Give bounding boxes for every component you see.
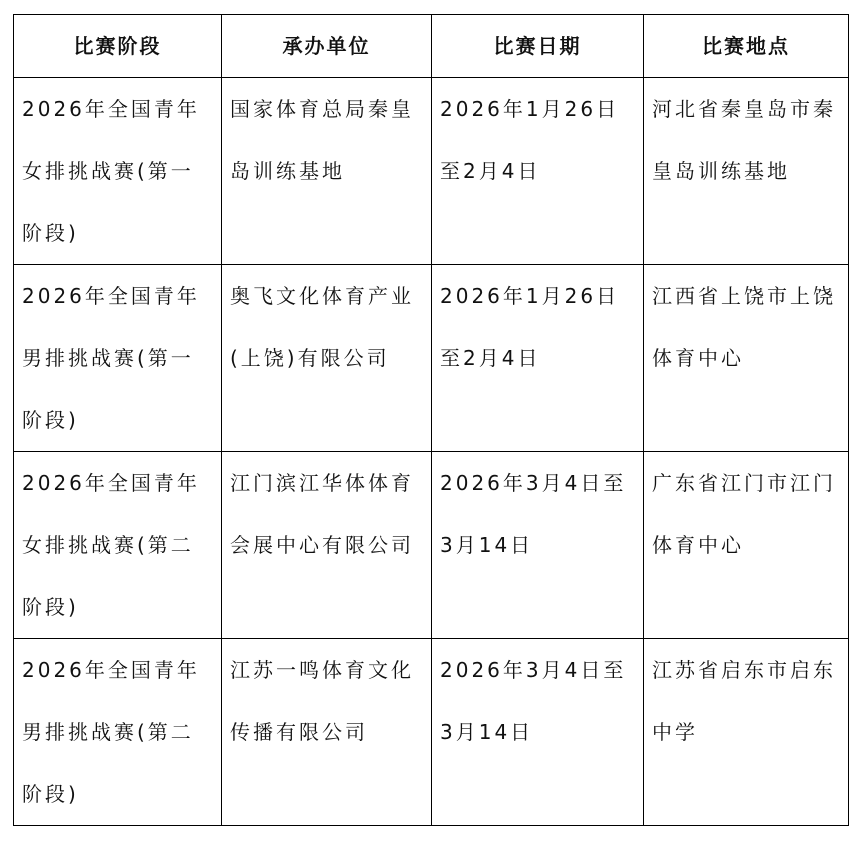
header-host: 承办单位 bbox=[222, 15, 432, 78]
cell-host bbox=[222, 639, 432, 826]
stage-text: 2026年全国青年男排挑战赛(第二阶段) bbox=[22, 658, 200, 806]
host-text: 江苏一鸣体育文化传播有限公司 bbox=[230, 658, 414, 744]
cell-host bbox=[222, 265, 432, 452]
cell-date bbox=[432, 639, 644, 826]
host-text: 江门滨江华体体育会展中心有限公司 bbox=[230, 471, 414, 557]
venue-text: 河北省秦皇岛市秦皇岛训练基地 bbox=[652, 97, 836, 183]
cell-venue bbox=[644, 265, 849, 452]
cell-host bbox=[222, 452, 432, 639]
date-text: 2026年3月4日至3月14日 bbox=[440, 658, 627, 744]
cell-stage bbox=[14, 452, 222, 639]
date-text: 2026年3月4日至3月14日 bbox=[440, 471, 627, 557]
header-stage: 比赛阶段 bbox=[14, 15, 222, 78]
cell-venue bbox=[644, 78, 849, 265]
cell-stage bbox=[14, 78, 222, 265]
cell-stage bbox=[14, 265, 222, 452]
cell-date bbox=[432, 452, 644, 639]
table-row bbox=[14, 78, 849, 265]
date-text: 2026年1月26日至2月4日 bbox=[440, 97, 620, 183]
header-venue: 比赛地点 bbox=[644, 15, 849, 78]
cell-date bbox=[432, 78, 644, 265]
cell-host bbox=[222, 78, 432, 265]
header-date: 比赛日期 bbox=[432, 15, 644, 78]
table-row bbox=[14, 639, 849, 826]
table-header-row bbox=[14, 15, 849, 78]
date-text: 2026年1月26日至2月4日 bbox=[440, 284, 620, 370]
table-row bbox=[14, 452, 849, 639]
cell-stage bbox=[14, 639, 222, 826]
venue-text: 广东省江门市江门体育中心 bbox=[652, 471, 836, 557]
stage-text: 2026年全国青年女排挑战赛(第一阶段) bbox=[22, 97, 200, 245]
stage-text: 2026年全国青年男排挑战赛(第一阶段) bbox=[22, 284, 200, 432]
competition-schedule-table bbox=[13, 14, 849, 826]
cell-venue bbox=[644, 452, 849, 639]
table-row bbox=[14, 265, 849, 452]
host-text: 奥飞文化体育产业(上饶)有限公司 bbox=[230, 284, 414, 370]
cell-venue bbox=[644, 639, 849, 826]
stage-text: 2026年全国青年女排挑战赛(第二阶段) bbox=[22, 471, 200, 619]
venue-text: 江西省上饶市上饶体育中心 bbox=[652, 284, 836, 370]
host-text: 国家体育总局秦皇岛训练基地 bbox=[230, 97, 414, 183]
venue-text: 江苏省启东市启东中学 bbox=[652, 658, 836, 744]
cell-date bbox=[432, 265, 644, 452]
